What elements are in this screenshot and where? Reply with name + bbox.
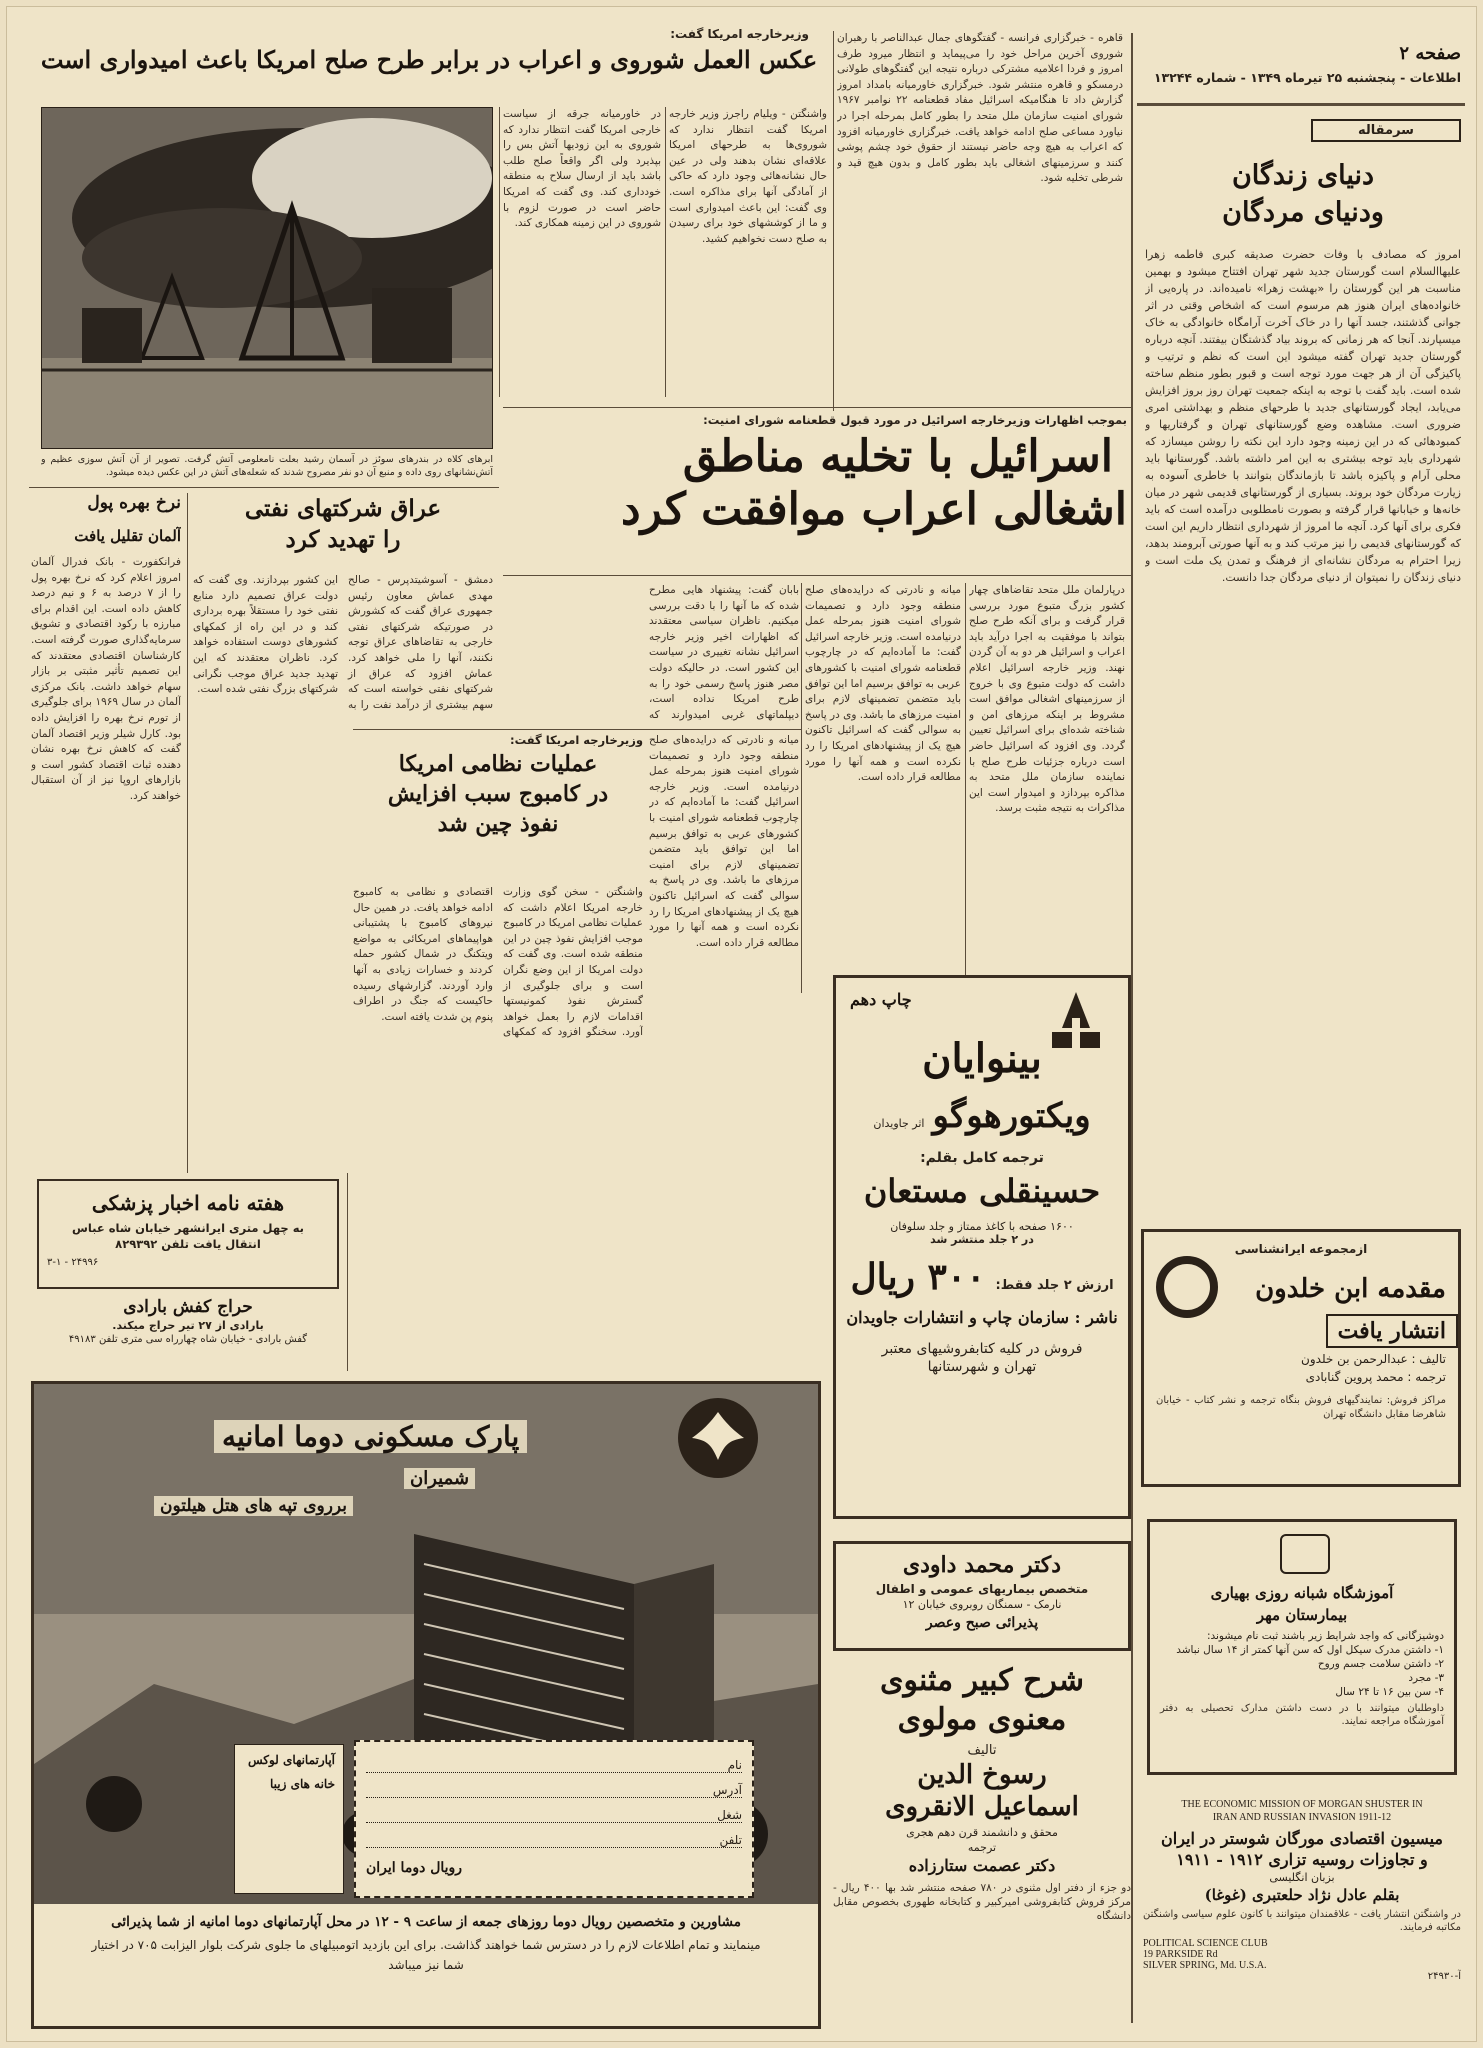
lead-story-lead: قاهره - خبرگزاری فرانسه - گفتگوهای جمال عبدالناصر با رهبران شوروی آخرین مراحل خود را می‌پیماید و انتظار میرود طرف امروز و فردا اعلامیه مشترکی درباره نتیجه این گفتگوهای طولانی درمسکو و قاهره منتشر شود. خبرگزاری خاورمیانه بامداد امروز گزارش داد تا هنگامیکه اسرائیل مفاد قطعنامه ۲۲ نوامبر ۱۹۶۷ شورای امنیت سازمان ملل متحد را بطور کامل بمرحله اجرا در نیاورد مساعی صلح ادامه خواهد یافت. خبرگزاری خاورمیانه افزود که اعراب به هیچ وجه حاضر نیستند از حقوق خود چشم پوشی کنند و سرزمینهای اشغالی باید بطور کامل و بدون هیچ قید و شرطی تخلیه شود. xyxy=(837,32,1123,185)
top-story-body-a: درپارلمان ملل متحد تقاضاهای چهار کشور بزرگ متبوع مورد بررسی قرار گرفت و برای آنکه طرح صلح بتواند با موفقیت به اجرا درآید باید اعراب و اسرائیل هر دو به آن گردن نهند. وزیر خارجه اسرائیل اعلام داشت که دولت متبوع وی با خروج از سرزمینهای اشغالی موافق است مشروط بر اینکه مرزهای امن و شناخته شده‌ای برای اسرائیل تعیین گردد. وی افزود که اسرائیل حاضر است درباره جزئیات طرح صلح با نماینده سازمان ملل متحد به مذاکره بپردازد و امیدوار است این مذاکرات به نتیجه مثبت برسد. xyxy=(969,584,1125,815)
feature-item: خانه های زیبا xyxy=(270,1777,335,1791)
nursing-hospital: بیمارستان مهر xyxy=(1256,1606,1348,1624)
masnavi-footer: دو جزء از دفتر اول مثنوی در ۷۸۰ صفحه منتشر شد بها ۴۰۰ ریال - مرکز فروش کتابفروشی امیرکبیر و کتابخانه طهوری بخصوص مقابل دانشگاه xyxy=(833,1882,1131,1922)
nursing-footer: داوطلبان میتوانند با در دست داشتن مدارک تحصیلی به دفتر آموزشگاه مراجعه نمایند. xyxy=(1160,1703,1444,1727)
top-story-body-c: بابان گفت: پیشنهاد هایی مطرح شده که ما آنها را با دقت بررسی میکنیم. ناظران سیاسی معتقدند که اظهارات اخیر وزیر خارجه اسرائیل نشانه تغییری در سیاست این کشور است. در حالیکه دولت مصر هنوز پاسخ رسمی خود را به طرح امریکا نداده است، دیپلماتهای غربی امیدوارند که xyxy=(649,584,799,721)
khaldun-status: انتشار یافت xyxy=(1326,1314,1458,1348)
masnavi-author-2: اسماعیل الانقروی xyxy=(885,1792,1079,1822)
weekly-title: هفته نامه اخبار پزشکی xyxy=(91,1191,285,1215)
khaldun-ad xyxy=(1141,1229,1461,1487)
photo-story-kicker: وزیرخارجه امریکا گفت: xyxy=(670,27,809,41)
shoe-ad xyxy=(37,1297,339,1359)
doctor-specialty: متخصص بیماریهای عمومی و اطفال xyxy=(875,1582,1089,1596)
shuster-title-fa-2: و تجاوزات روسیه تزاری ۱۹۱۲ - ۱۹۱۱ xyxy=(1176,1850,1428,1869)
park-bottom xyxy=(34,1906,818,2026)
weekly-ad xyxy=(37,1179,339,1289)
book-edition: چاپ دهم xyxy=(850,990,912,1009)
doctor-hours: پذیرائی صبح وعصر xyxy=(925,1615,1039,1631)
rate-story-body: فرانکفورت - بانک فدرال آلمان امروز اعلام کرد که نرخ بهره پول را از ۷ درصد به ۶ و نیم درصد کاهش داده است. این اقدام برای مبارزه با رکود اقتصادی و تشویق سرمایه‌گذاری صورت گرفته است. کارشناسان اقتصادی معتقدند که این تصمیم تأثیر مثبتی بر بازار سهام خواهد داشت. بانک مرکزی آلمان در سال ۱۹۶۹ برای جلوگیری از تورم نرخ بهره را افزایش داده بود. کارل شیلر وزیر اقتصاد آلمان گفت که کاهش نرخ بهره نشان دهنده ثبات اقتصاد کشور است و بازارهای اروپا نیز از آن استقبال خواهند کرد. xyxy=(31,556,181,802)
shuster-author: بقلم عادل نژاد حلعتبری (غوغا) xyxy=(1204,1886,1400,1904)
khaldun-footer: مراکز فروش: نمایندگیهای فروش بنگاه ترجمه و نشر کتاب - خیابان شاهرضا مقابل دانشگاه تهران xyxy=(1156,1395,1446,1420)
masnavi-translator-label: ترجمه xyxy=(967,1841,997,1854)
cambodia-headline-3: نفوذ چین شد xyxy=(437,811,559,837)
book-author: ویکتورهوگو xyxy=(932,1096,1091,1136)
cambodia-body: واشنگتن - سخن گوی وزارت خارجه امریکا اعلام داشت که عملیات نظامی امریکا در کامبوج موجب افزایش نفوذ چین در این منطقه شده است. وی گفت که دولت امریکا از این وضع نگران است و برای جلوگیری از گسترش نفوذ کمونیستها اقدامات لازم را بعمل خواهد آورد. سخنگو افزود که کمکهای اقتصادی و نظامی به کامبوج ادامه خواهد یافت. در همین حال نیروهای کامبوج با پشتیبانی هواپیماهای امریکائی به مواضع ویتکنگ در شمال کشور حمله کردند و خسارات زیادی به آنها وارد آوردند. گزارشهای رسیده حاکیست که جنگ در اطراف پنوم پن شدت یافته است. xyxy=(353,886,643,1039)
weekly-line2: انتقال یافت تلفن ۸۲۹۳۹۲ xyxy=(115,1237,261,1251)
iraq-headline-2: را تهدید کرد xyxy=(285,526,401,553)
book-title: بینوایان xyxy=(922,1035,1042,1082)
feature-item: آپارتمانهای لوکس xyxy=(247,1753,335,1767)
nursing-item: ۱- داشتن مدرک سیکل اول که سن آنها کمتر از ۱۴ سال نباشد xyxy=(1176,1644,1444,1656)
weekly-line1: به چهل متری ایرانشهر خیابان شاه عباس xyxy=(72,1221,304,1235)
top-story-kicker: بموجب اظهارات وزیرخارجه اسرائیل در مورد قبول قطعنامه شورای امنیت: xyxy=(703,413,1127,427)
port-fire-image xyxy=(42,108,493,449)
nursing-title: آموزشگاه شبانه روزی بهیاری xyxy=(1210,1584,1394,1602)
khaldun-author: تالیف : عبدالرحمن بن خلدون xyxy=(1301,1352,1446,1366)
doctor-ad xyxy=(833,1541,1131,1651)
shoe-line2: گفش بارادی - خیابان شاه چهارراه سی متری تلفن ۴۹۱۸۳ xyxy=(68,1334,308,1345)
weekly-code: ۲۴۹۹۶ - ۳-۱ xyxy=(47,1257,99,1268)
nursing-intro: دوشیزگانی که واجد شرایط زیر باشند ثبت نام میشوند: xyxy=(1206,1630,1444,1642)
top-story-headline-2: اشغالی اعراب موافقت کرد xyxy=(621,484,1127,535)
editorial-kicker: سرمقاله xyxy=(1311,119,1461,142)
park-ad xyxy=(31,1381,821,2029)
book-price: ۳۰۰ ریال xyxy=(850,1256,986,1298)
doctor-name: دکتر محمد داودی xyxy=(902,1552,1062,1578)
shoe-line1: بارادی از ۲۷ تیر حراج میکند. xyxy=(112,1319,264,1332)
park-coupon[interactable] xyxy=(354,1740,754,1898)
port-fire-photo xyxy=(41,107,493,449)
nursing-item: ۴- سن بین ۱۶ تا ۲۴ سال xyxy=(1335,1686,1444,1698)
iraq-headline-1: عراق شرکتهای نفتی xyxy=(244,495,442,522)
book-author-prefix: اثر جاویدان xyxy=(873,1117,925,1130)
cambodia-headline-1: عملیات نظامی امریکا xyxy=(398,751,598,777)
khaldun-header: ازمجموعه ایرانشناسی xyxy=(1234,1242,1368,1256)
editorial-title-1: دنیای زندگان xyxy=(1231,160,1375,191)
park-bottom-line-3: شما نیز میباشد xyxy=(388,1958,464,1972)
cambodia-story xyxy=(353,733,643,883)
shuster-note: در واشنگتن انتشار یافت - علاقمندان میتوانند با کانون علوم سیاسی واشنگتن مکاتبه فرمایند. xyxy=(1143,1909,1461,1933)
top-story-body-b: میانه و نادرتی که درایده‌های صلح منطقه وجود دارد و تصمیمات شورای امنیت هنوز بمرحله عمل درنیامده است. وزیر خارجه اسرائیل گفت: ما آماده‌ایم که در چارچوب قطعنامه شورای امنیت با کشورهای عربی به توافق برسیم اما این توافق باید متضمن تضمینهای لازم برای امنیت مرزهای ما باشد. وی در پاسخ به سوالی گفت که اسرائیل تاکنون هیچ یک از پیشنهادهای امریکا را رد نکرده است و همه آنها را مورد مطالعه قرار داده است. xyxy=(805,584,961,784)
top-story-headline-1: اسرائیل با تخلیه مناطق xyxy=(682,431,1113,482)
editorial-title-2: ودنیای مردگان xyxy=(1222,197,1384,228)
publisher-logo-icon xyxy=(1046,988,1106,1068)
cambodia-headline-2: در کامبوج سبب افزایش xyxy=(387,781,609,807)
book-details: ۱۶۰۰ صفحه با کاغذ ممتاز و جلد سلوفان xyxy=(890,1220,1074,1233)
coupon-job-line[interactable]: شغل xyxy=(366,1808,742,1823)
les-miserables-ad xyxy=(833,975,1131,1519)
park-features xyxy=(234,1744,344,1894)
book-translator: حسینقلی مستعان xyxy=(863,1172,1101,1210)
book-publisher: ناشر : سازمان چاپ و انتشارات جاویدان xyxy=(846,1308,1118,1327)
rate-story-sub: آلمان تقلیل یافت xyxy=(74,527,181,545)
coupon-phone-line[interactable]: تلفن xyxy=(366,1833,742,1848)
series-logo-icon xyxy=(1156,1256,1218,1318)
khaldun-title: مقدمه ابن خلدون xyxy=(1255,1274,1446,1304)
masnavi-title-2: معنوی مولوی xyxy=(897,1702,1067,1737)
shuster-title-en-2: IRAN AND RUSSIAN INVASION 1911-12 xyxy=(1212,1812,1392,1823)
dome-logo-icon xyxy=(678,1398,758,1478)
nursing-emblem-icon xyxy=(1280,1534,1330,1574)
top-story-header xyxy=(503,413,1127,573)
top-story-continued: میانه و نادرتی که درایده‌های صلح منطقه وجود دارد و تصمیمات شورای امنیت هنوز بمرحله عمل درنیامده است. وزیر خارجه اسرائیل گفت: ما آماده‌ایم که در چارچوب قطعنامه شورای امنیت با کشورهای عربی به توافق برسیم اما این توافق باید متضمن تضمینهای لازم برای امنیت مرزهای ما باشد. وی در پاسخ به سوالی گفت که اسرائیل تاکنون هیچ یک از پیشنهادهای امریکا را رد نکرده است و همه آنها را مورد مطالعه قرار داده است. xyxy=(649,734,799,949)
park-bottom-line-2: مینمایند و تمام اطلاعات لازم را در دسترس شما خواهند گذاشت. برای این بازدید اتومبیلهای ما جلوی شرکت بلوار الیزابت ۷۰۵ در اختیار xyxy=(91,1938,761,1952)
iraq-body: دمشق - آسوشیتدپرس - صالح مهدی عماش معاون رئیس جمهوری عراق گفت که کشورش در صورتیکه شرکتهای نفتی خارجی به تقاضاهای عراق توجه نکنند، آنها را ملی خواهد کرد. عماش افزود که عراق از شرکتهای نفتی خواسته است که سهم بیشتری از درآمد نفت را به این کشور بپردازند. وی گفت که دولت عراق تصمیم دارد منابع نفتی خود را مستقلاً بهره برداری کند و در این راه از کمکهای کشورهای دوست استفاده خواهد کرد. ناظران معتقدند که این تهدید جدید عراق موجب نگرانی شرکتهای بزرگ نفتی شده است. xyxy=(193,574,493,711)
shuster-code: آ-۲۴۹۳۰ xyxy=(1427,1971,1461,1982)
park-location: شمیران xyxy=(404,1468,475,1489)
editorial xyxy=(1145,119,1461,1199)
shuster-book-ad xyxy=(1143,1799,1461,2029)
masnavi-ad xyxy=(833,1663,1131,2031)
book-cities: تهران و شهرستانها xyxy=(927,1359,1037,1375)
coupon-address-line[interactable]: آدرس xyxy=(366,1783,742,1798)
shoe-title: حراج کفش بارادی xyxy=(123,1297,253,1317)
park-title: پارک مسکونی دوما امانیه xyxy=(214,1420,527,1453)
photo-caption: ابرهای کلاه در بندرهای سوئز در آسمان رشید بعلت نامعلومی آتش گرفت. تصویر از آن آتش سوزی عظیم و آتش‌نشانهای روی داده و منبع آن دو نفر مصروح شدند که شعله‌های آتش در این عکس دیده میشود. xyxy=(41,454,493,478)
book-price-label: ارزش ۲ جلد فقط: xyxy=(995,1278,1114,1293)
shuster-title-fa-1: میسیون اقتصادی مورگان شوستر در ایران xyxy=(1161,1829,1443,1848)
masnavi-title-1: شرح کبیر مثنوی xyxy=(879,1663,1085,1698)
shuster-address-3: SILVER SPRING, Md. U.S.A. xyxy=(1143,1960,1267,1971)
nursing-item: ۳- مجرد xyxy=(1408,1672,1444,1684)
doctor-address: نارمک - سمنگان روبروی خیابان ۱۲ xyxy=(902,1598,1062,1611)
rate-story-headline: نرخ بهره پول xyxy=(87,493,181,513)
photo-story-body-b: در خاورمیانه جرقه از سیاست خارجی امریکا گفت انتظار ندارد که شوروی به این زودیها آتش بس را بپذیرد ولی اگر واقعاً صلح طلب باشد باید از ارسال سلاح به منطقه خودداری کند. وی گفت که امریکا حاضر است در صورت لزوم با شوروی در این زمینه همکاری کند. xyxy=(503,108,661,230)
book-details-2: در ۲ جلد منتشر شد xyxy=(930,1233,1034,1246)
masthead xyxy=(1145,43,1461,99)
shuster-lang: بزبان انگلیسی xyxy=(1269,1871,1335,1884)
photo-story-body-a: واشنگتن - ویلیام راجرز وزیر خارجه امریکا گفت انتظار ندارد که شوروی‌ها به طرحهای امریکا علاقه‌ای نشان بدهند ولی در عین حال نشانه‌هائی وجود دارد که حاکی از آمادگی آنها برای مذاکره است. وی گفت: این باعث امیدواری است و ما از کوششهای خود برای رسیدن به صلح دست نخواهیم کشید. xyxy=(669,108,827,245)
masnavi-subtitle: محقق و دانشمند قرن دهم هجری xyxy=(906,1826,1058,1839)
masnavi-author-label: تالیف xyxy=(967,1743,997,1758)
page-label: صفحه ۲ xyxy=(1399,43,1461,64)
editorial-body: امروز که مصادف با وفات حضرت صدیقه کبری فاطمه زهرا علیهاالسلام است گورستان جدید شهر تهران افتتاح میشود و بهمین مناسبت هر این گورستان را «بهشت زهرا» نامیده‌اند. در پاره‌یی از خانواده‌های ایران هنوز هم مرسوم است که اشخاص وقتی در اثر جوانی گذشتند، جسد آنها را در خاک آخرت آرامگاه خانوادگی به خاک میسپارند. آنجا که هر زمانی که بروند بیاد گذشتگان بیفتند. آنچه درباره گورستان جدید تهران گفته میشود این است که نظم و ترتیب و پاکیزگی آن از هر جهت مورد توجه است و قبور بطور منظم ساخته شده است. باید گفت با توجه به اینکه جمعیت تهران روز بروز افزایش می‌یابد، ایجاد گورستانهای جدید با طرحهای منظم و بهداشتی امری ضروری است. مشاهده وضع گورستانهای تهران و گرفتاریها و کمبودهائی که در این زمینه وجود دارد این نکته را روشن میسازد که شهرداری باید توجه بیشتری به این امر داشته باشد. گورستانها باید محلی آرام و پاکیزه باشد تا بازماندگان بتوانند با خاطری آسوده به زیارت مردگان خود بروند. بسیاری از گورستانهای قدیمی شهر در میان خانه‌ها و خیابانها قرار گرفته و بصورت نامطلوبی درآمده است که باید فکری برای آنها کرد. آنچه ما امروز از شهرداری انتظار داریم این است که گورستانهای قدیمی را نیز مرتب کند و به آنها صورتی آبرومند بدهد، زیرا احترام به مردگان نشانه‌ای از فرهنگ و تمدن یک ملت است و دنیای زندگان را نمیتوان از دنیای مردگان جدا دانست. xyxy=(1145,248,1461,584)
masnavi-author-1: رسوخ الدین xyxy=(917,1760,1047,1790)
park-sub: برروی تپه های هتل هیلتون xyxy=(154,1496,353,1516)
masnavi-translator: دکتر عصمت ستارزاده xyxy=(908,1856,1056,1875)
coupon-name-line[interactable]: نام xyxy=(366,1758,742,1773)
coupon-brand: رویال دوما ایران xyxy=(366,1860,463,1876)
photo-story-headline: عکس العمل شوروی و اعراب در برابر طرح صلح امریکا باعث امیدواری است xyxy=(40,45,818,74)
shuster-address-1: POLITICAL SCIENCE CLUB xyxy=(1143,1938,1268,1949)
nursing-ad xyxy=(1147,1519,1457,1775)
book-translation-label: ترجمه کامل بقلم: xyxy=(920,1150,1044,1166)
shuster-address-2: 19 PARKSIDE Rd xyxy=(1143,1949,1218,1960)
newspaper-page xyxy=(6,6,1477,2042)
shuster-title-en-1: THE ECONOMIC MISSION OF MORGAN SHUSTER IN xyxy=(1181,1799,1423,1810)
issue-line: اطلاعات - پنجشنبه ۲۵ تیرماه ۱۳۴۹ - شماره ۱۳۲۴۴ xyxy=(1153,70,1461,85)
nursing-item: ۲- داشتن سلامت جسم وروح xyxy=(1317,1658,1444,1670)
khaldun-translator: ترجمه : محمد پروین گنابادی xyxy=(1305,1370,1446,1384)
cambodia-kicker: وزیرخارجه امریکا گفت: xyxy=(509,733,643,747)
book-distribution: فروش در کلیه کتابفروشیهای معتبر xyxy=(881,1341,1083,1357)
rate-story xyxy=(31,493,181,1173)
park-bottom-line-1: مشاورین و متخصصین رویال دوما روزهای جمعه از ساعت ۹ - ۱۲ در محل آپارتمانهای دوما امانیه از شما پذیرائی xyxy=(111,1914,741,1930)
